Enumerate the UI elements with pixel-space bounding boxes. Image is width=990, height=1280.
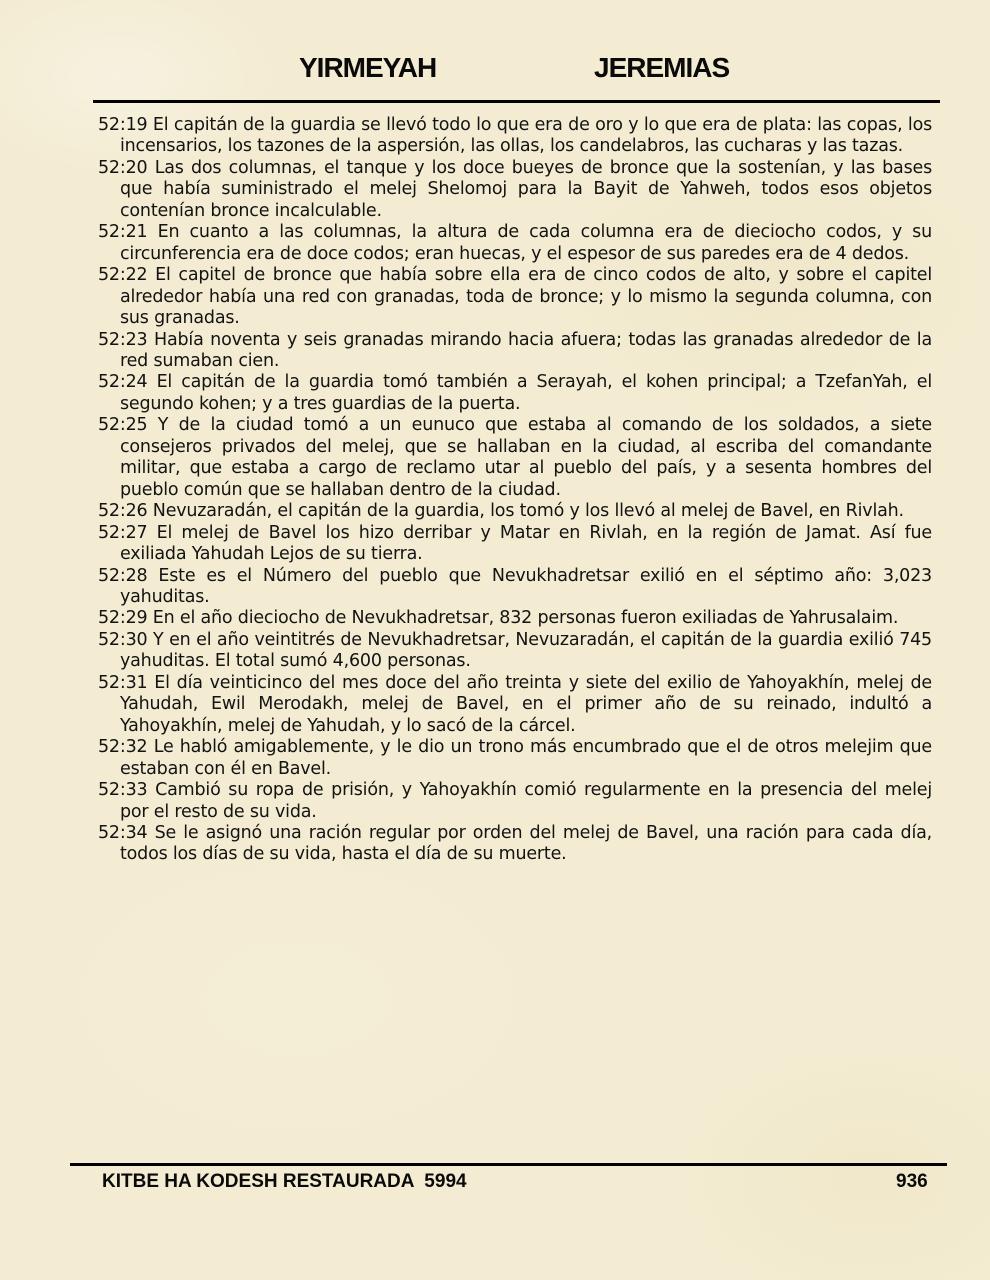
- verse: [98, 158, 932, 222]
- verse: [98, 222, 932, 265]
- verse-ref: 52:20: [98, 157, 148, 178]
- verse: [98, 608, 932, 629]
- verse: [98, 630, 932, 673]
- verse: [98, 523, 932, 566]
- verse: [98, 372, 932, 415]
- verse-text: El capitel de bronce que había sobre ella era de cinco codos de alto, y sobre el capitel alrededor había una red con granadas, toda de bronce; y lo mismo la segunda columna, con sus granadas.: [120, 265, 932, 329]
- verse: [98, 780, 932, 823]
- verse: [98, 415, 932, 501]
- verse: [98, 265, 932, 329]
- verse-text: Este es el Número del pueblo que Nevukhadretsar exilió en el séptimo año: 3,023 yahuditas.: [120, 565, 932, 607]
- verse-text: En el año dieciocho de Nevukhadretsar, 832 personas fueron exiliadas de Yahrusalaim.: [147, 608, 899, 629]
- verse-text: El día veinticinco del mes doce del año treinta y siete del exilio de Yahoyakhín, melej de Yahudah, Ewil Merodakh, melej de Bavel, en el primer año de su reinado, indultó a Yahoyakhín, melej de Yahudah, y lo sacó de la cárcel.: [120, 672, 932, 736]
- header-rule: [93, 100, 940, 103]
- verse-text: Se le asignó una ración regular por orden del melej de Bavel, una ración para cada día, todos los días de su vida, hasta el día de su muerte.: [120, 822, 932, 865]
- page-title-hebrew: YIRMEYAH: [299, 52, 437, 83]
- verse-text: Había noventa y seis granadas mirando hacia afuera; todas las granadas alrededor de la red sumaban cien.: [120, 329, 932, 371]
- verse-ref: 52:33: [98, 780, 148, 801]
- verse-ref: 52:24: [98, 372, 148, 393]
- verse-list: [98, 115, 932, 866]
- verse-ref: 52:32: [98, 737, 148, 758]
- verse-ref: 52:25: [98, 415, 148, 436]
- verse-ref: 52:23: [98, 329, 148, 350]
- verse: [98, 501, 932, 522]
- verse-ref: 52:29: [98, 608, 148, 629]
- page-title-spanish: JEREMIAS: [594, 52, 730, 83]
- verse-text: Cambió su ropa de prisión, y Yahoyakhín comió regularmente en la presencia del melej por el resto de su vida.: [120, 780, 932, 822]
- verse-ref: 52:22: [98, 265, 148, 286]
- verse-ref: 52:21: [98, 222, 148, 243]
- verse-ref: 52:27: [98, 522, 148, 543]
- verse-text: El capitán de la guardia tomó también a Serayah, el kohen principal; a TzefanYah, el segundo kohen; y a tres guardias de la puerta.: [120, 372, 932, 414]
- verse-text: Las dos columnas, el tanque y los doce bueyes de bronce que la sostenían, y las bases que había suministrado el melej Shelomoj para la Bayit de Yahweh, todos esos objetos contenían bronce incalculable.: [120, 157, 932, 221]
- verse-text: Y en el año veintitrés de Nevukhadretsar, Nevuzaradán, el capitán de la guardia exilió 745 yahuditas. El total sumó 4,600 personas.: [120, 629, 932, 672]
- verse: [98, 115, 932, 158]
- footer-rule: [70, 1163, 947, 1166]
- verse-ref: 52:34: [98, 822, 148, 843]
- verse-text: Le habló amigablemente, y le dio un trono más encumbrado que el de otros melejim que estaban con él en Bavel.: [120, 737, 932, 779]
- footer-book-title: KITBE HA KODESH RESTAURADA 5994: [102, 1171, 467, 1192]
- verse: [98, 673, 932, 737]
- verse-text: En cuanto a las columnas, la altura de cada columna era de dieciocho codos, y su circunferencia era de doce codos; eran huecas, y el espesor de sus paredes era de 4 dedos.: [120, 222, 932, 264]
- verse-ref: 52:26: [98, 501, 148, 522]
- verse-text: Y de la ciudad tomó a un eunuco que estaba al comando de los soldados, a siete consejeros privados del melej, que se hallaban en la ciudad, al escriba del comandante militar, que estaba a cargo de reclamo utar al pueblo del país, y a sesenta hombres del pueblo común que se hallaban dentro de la ciudad.: [120, 415, 932, 500]
- verse: [98, 823, 932, 866]
- verse-ref: 52:30: [98, 629, 148, 650]
- verse-ref: 52:19: [98, 115, 148, 135]
- verse-text: El capitán de la guardia se llevó todo lo que era de oro y lo que era de plata: las copas, los incensarios, los tazones de la aspersión, las ollas, los candelabros, las cucharas y las tazas.: [120, 115, 932, 157]
- page-number: 936: [896, 1171, 928, 1192]
- verse-text: Nevuzaradán, el capitán de la guardia, los tomó y los llevó al melej de Bavel, en Rivlah.: [147, 501, 904, 522]
- verse-ref: 52:31: [98, 672, 148, 693]
- verse: [98, 737, 932, 780]
- verse: [98, 330, 932, 373]
- verse-text: El melej de Bavel los hizo derribar y Matar en Rivlah, en la región de Jamat. Así fue exiliada Yahudah Lejos de su tierra.: [120, 522, 932, 565]
- verse: [98, 566, 932, 609]
- verse-ref: 52:28: [98, 565, 148, 586]
